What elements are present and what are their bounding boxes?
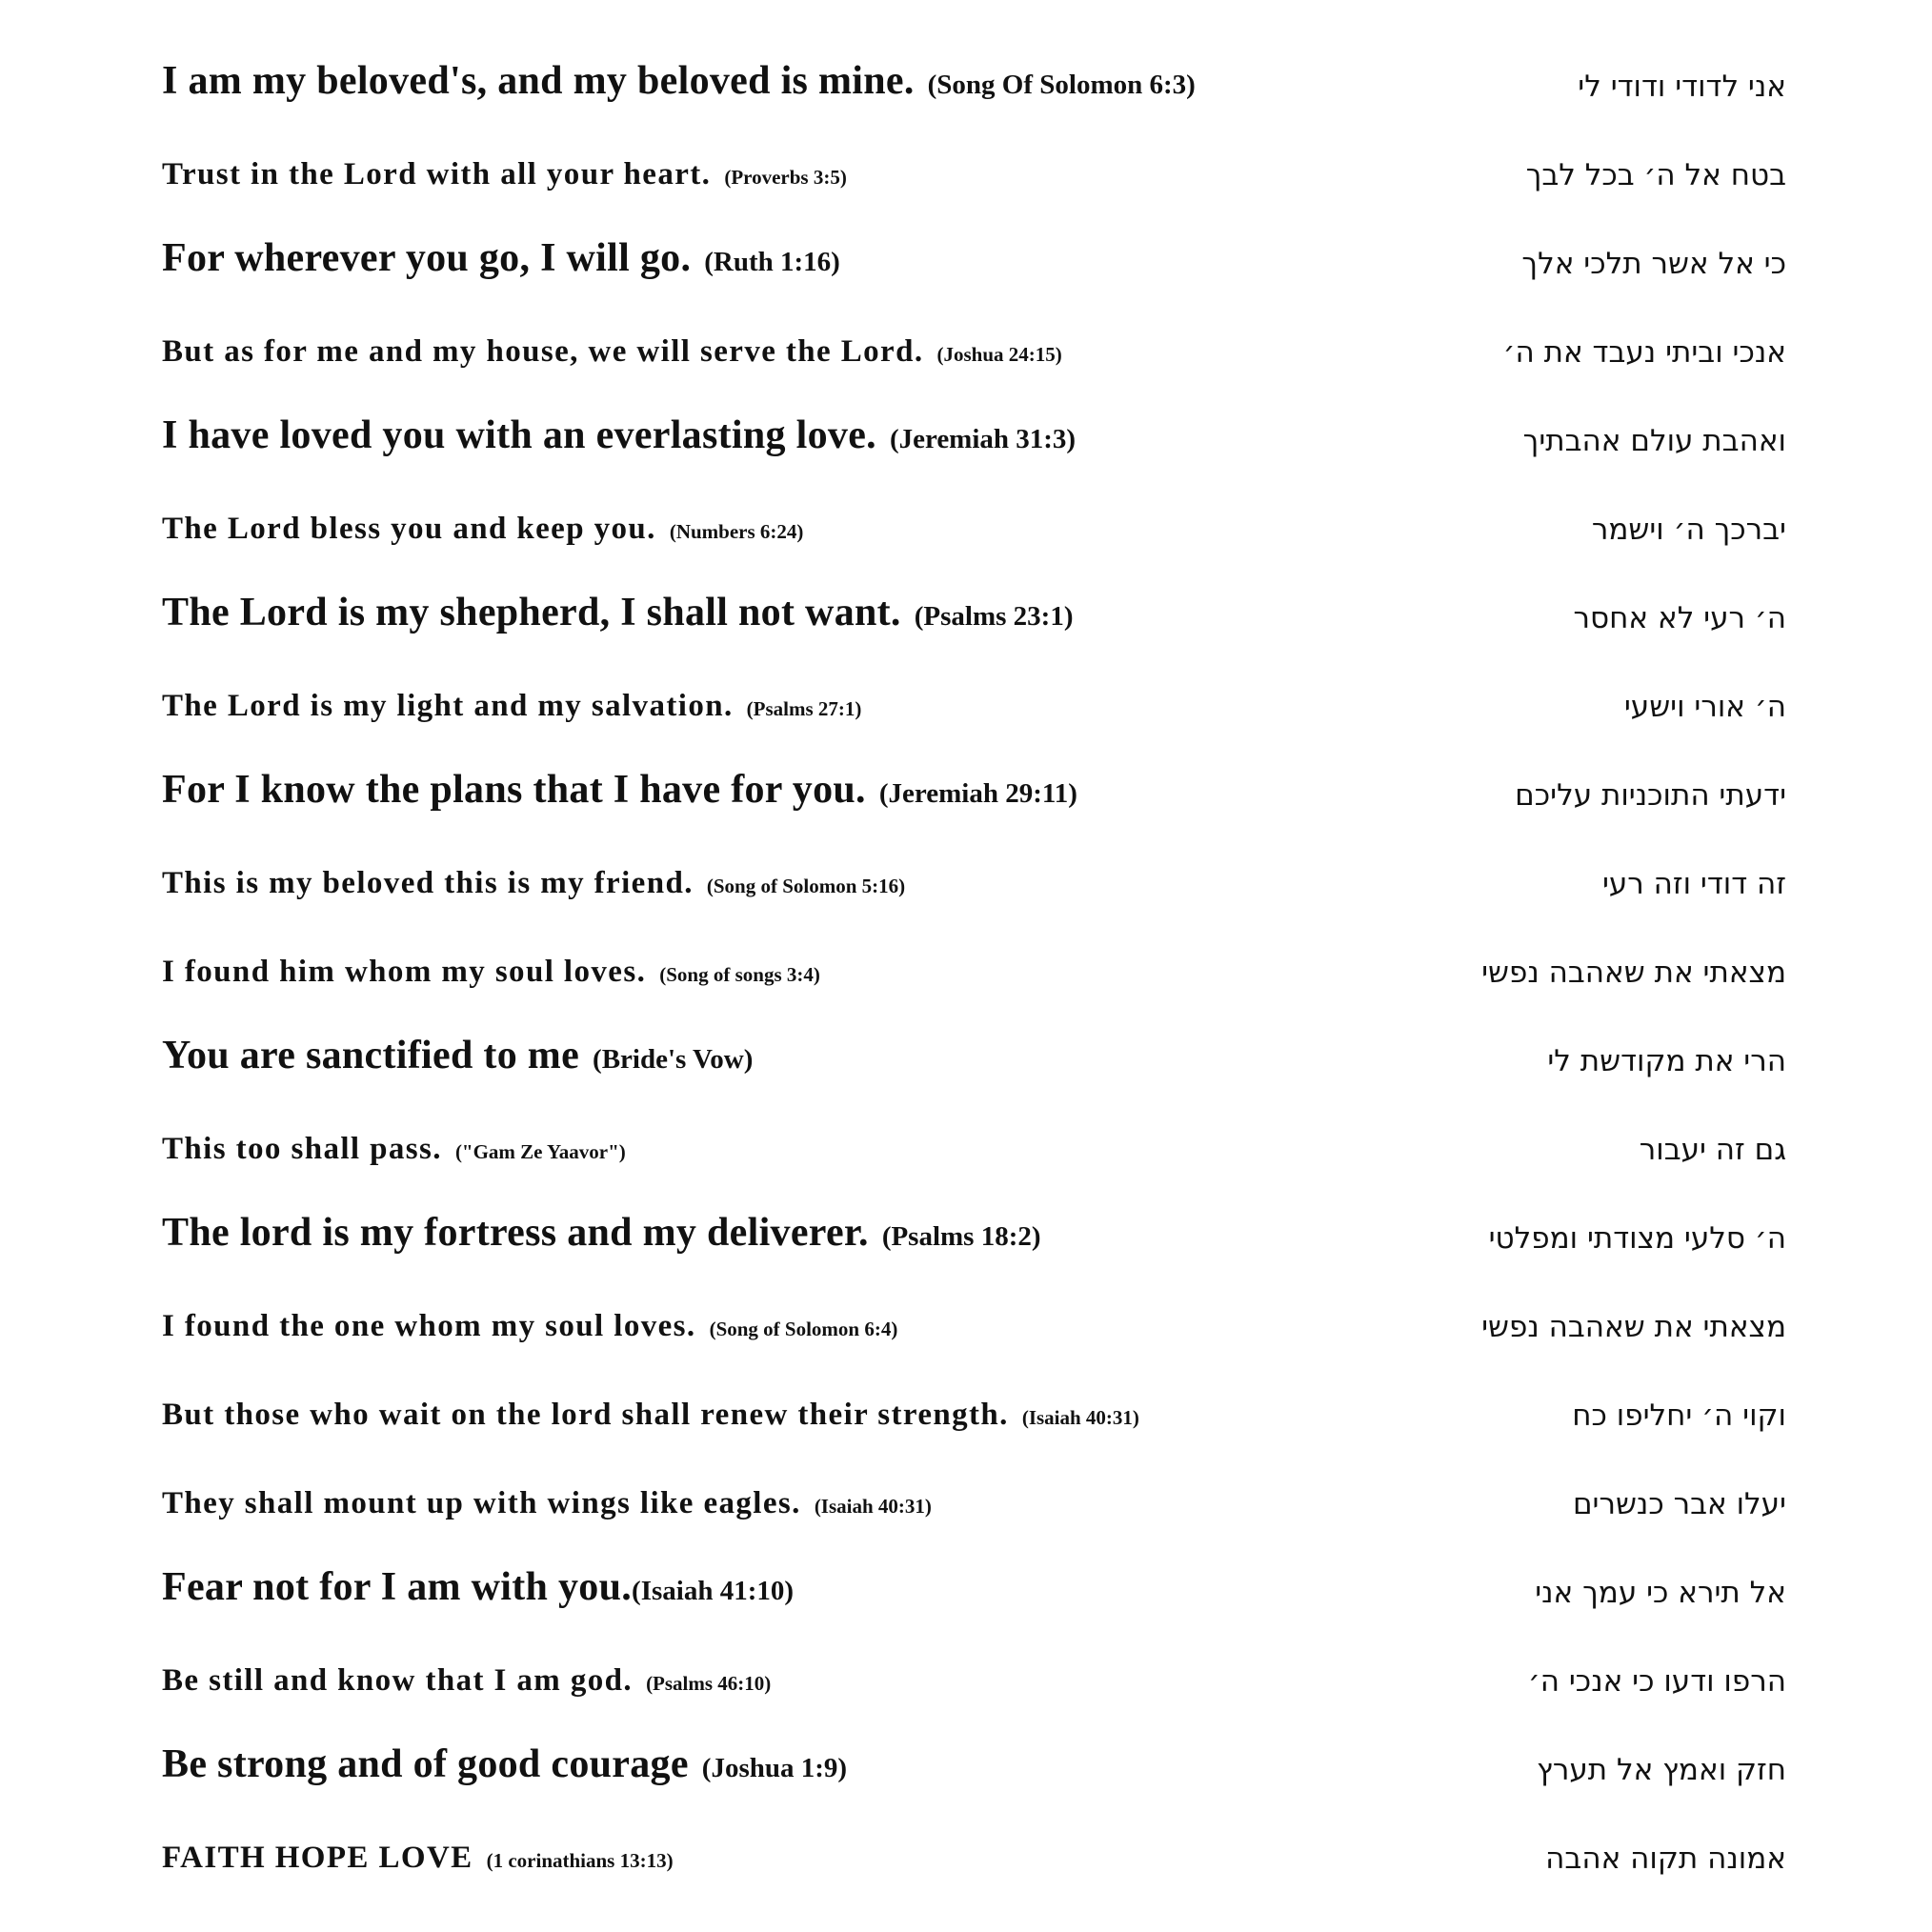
hebrew-text: כי אל אשר תלכי אלך [1521, 247, 1786, 281]
verse-quote: For wherever you go, I will go. [162, 236, 692, 280]
hebrew-text: וקוי ה׳ יחליפו כח [1572, 1399, 1786, 1433]
verse-quote: But those who wait on the lord shall renew their strength. [162, 1398, 1009, 1432]
verse-reference: (Psalms 27:1) [746, 697, 862, 720]
verse-row [162, 1649, 1786, 1706]
hebrew-text: יעלו אבר כנשרים [1572, 1487, 1786, 1521]
english-text [162, 58, 1196, 104]
verse-reference: (Joshua 24:15) [936, 343, 1062, 366]
verse-quote: You are sanctified to me [162, 1034, 580, 1077]
english-text [162, 1741, 847, 1787]
verse-quote: I have loved you with an everlasting love. [162, 413, 876, 457]
verse-reference: (Isaiah 41:10) [632, 1576, 795, 1606]
verse-quote: The lord is my fortress and my deliverer. [162, 1211, 869, 1255]
verse-quote: I found the one whom my soul loves. [162, 1309, 696, 1343]
english-text [162, 955, 820, 990]
hebrew-text: ה׳ אורי וישעי [1623, 690, 1786, 724]
english-text [162, 157, 847, 192]
verse-quote: The Lord is my shepherd, I shall not want. [162, 591, 901, 634]
hebrew-text: ואהבת עולם אהבתיך [1522, 424, 1786, 458]
verse-reference: (Proverbs 3:5) [724, 166, 847, 189]
verse-reference: (Isaiah 40:31) [1021, 1406, 1139, 1429]
verse-reference: (Psalms 18:2) [881, 1221, 1041, 1252]
verse-reference: (1 corinathians 13:13) [486, 1849, 674, 1872]
verse-quote: This is my beloved this is my friend. [162, 866, 694, 900]
english-text [162, 866, 905, 901]
verse-quote: This too shall pass. [162, 1132, 442, 1166]
verse-quote: But as for me and my house, we will serve the Lord. [162, 334, 924, 369]
verse-row [162, 586, 1786, 643]
verse-reference: (Song of songs 3:4) [659, 963, 820, 986]
verse-reference: (Song Of Solomon 6:3) [927, 70, 1196, 100]
verse-row [162, 1383, 1786, 1440]
verse-row [162, 763, 1786, 820]
english-text [162, 1132, 626, 1167]
verse-reference: (Song of Solomon 5:16) [706, 875, 906, 897]
verse-row [162, 143, 1786, 200]
english-text [162, 590, 1073, 635]
hebrew-text: יברכך ה׳ וישמר [1591, 513, 1786, 547]
english-text [162, 235, 840, 281]
english-text [162, 413, 1076, 458]
english-text [162, 1663, 771, 1699]
verse-quote: Fear not for I am with you. [162, 1565, 633, 1609]
english-text [162, 334, 1062, 370]
verse-reference: (Jeremiah 29:11) [878, 778, 1077, 809]
hebrew-text: בטח אל ה׳ בכל לבך [1525, 158, 1786, 192]
verse-reference: (Song of Solomon 6:4) [709, 1318, 898, 1340]
hebrew-text: חזק ואמץ אל תערץ [1537, 1753, 1786, 1787]
verse-row [162, 1472, 1786, 1529]
verse-reference: (Isaiah 40:31) [814, 1495, 932, 1518]
english-text [162, 689, 861, 724]
english-text [162, 767, 1077, 813]
verse-reference: (Psalms 46:10) [646, 1672, 772, 1695]
english-text [162, 512, 803, 547]
verse-quote: Trust in the Lord with all your heart. [162, 157, 712, 191]
english-text [162, 1486, 932, 1521]
verse-row [162, 1117, 1786, 1175]
verse-row [162, 1295, 1786, 1352]
hebrew-text: זה דודי וזה רעי [1601, 867, 1786, 901]
verse-row [162, 54, 1786, 111]
verse-reference: (Psalms 23:1) [914, 601, 1074, 632]
hebrew-text: ידעתי התוכניות עליכם [1515, 778, 1786, 813]
hebrew-text: אנכי וביתי נעבד את ה׳ [1502, 335, 1786, 370]
english-text [162, 1564, 794, 1610]
verse-row [162, 320, 1786, 377]
hebrew-text: אמונה תקוה אהבה [1545, 1841, 1786, 1876]
english-text [162, 1033, 753, 1078]
hebrew-text: ה׳ רעי לא אחסר [1573, 601, 1786, 635]
verse-row [162, 1738, 1786, 1795]
verse-row [162, 1206, 1786, 1263]
hebrew-text: גם זה יעבור [1639, 1133, 1786, 1167]
verse-row [162, 231, 1786, 289]
verse-row [162, 674, 1786, 732]
hebrew-text: ה׳ סלעי מצודתי ומפלטי [1488, 1221, 1786, 1256]
verse-reference: (Ruth 1:16) [704, 247, 840, 277]
verse-quote: For I know the plans that I have for you. [162, 768, 866, 812]
verse-row [162, 940, 1786, 997]
verse-quote: Be strong and of good courage [162, 1742, 689, 1786]
verse-quote: They shall mount up with wings like eagles. [162, 1486, 801, 1520]
verse-quote: I found him whom my soul loves. [162, 955, 647, 989]
verse-row [162, 852, 1786, 909]
english-text [162, 1309, 897, 1344]
hebrew-text: מצאתי את שאהבה נפשי [1481, 956, 1786, 990]
hebrew-text: אני לדודי ודודי לי [1578, 70, 1786, 104]
english-text [162, 1841, 674, 1876]
hebrew-text: מצאתי את שאהבה נפשי [1481, 1310, 1786, 1344]
english-text [162, 1210, 1041, 1256]
english-text [162, 1398, 1139, 1433]
verse-quote: FAITH HOPE LOVE [162, 1841, 473, 1875]
verse-row [162, 1826, 1786, 1883]
verse-row [162, 1560, 1786, 1618]
verse-row [162, 409, 1786, 466]
verse-row [162, 1029, 1786, 1086]
verse-reference: (Joshua 1:9) [701, 1753, 848, 1783]
verse-reference: (Numbers 6:24) [669, 520, 804, 543]
verse-reference: (Bride's Vow) [593, 1044, 754, 1075]
verse-quote: The Lord bless you and keep you. [162, 512, 656, 546]
verse-row [162, 497, 1786, 554]
hebrew-text: הרפו ודעו כי אנכי ה׳ [1527, 1664, 1786, 1699]
hebrew-text: אל תירא כי עמך אני [1535, 1576, 1786, 1610]
verse-reference: ("Gam Ze Yaavor") [454, 1140, 626, 1163]
hebrew-text: הרי את מקודשת לי [1547, 1044, 1786, 1078]
verse-quote: I am my beloved's, and my beloved is mine. [162, 59, 915, 103]
verse-quote: The Lord is my light and my salvation. [162, 689, 734, 723]
verse-quote: Be still and know that I am god. [162, 1663, 634, 1698]
verse-reference: (Jeremiah 31:3) [889, 424, 1077, 454]
